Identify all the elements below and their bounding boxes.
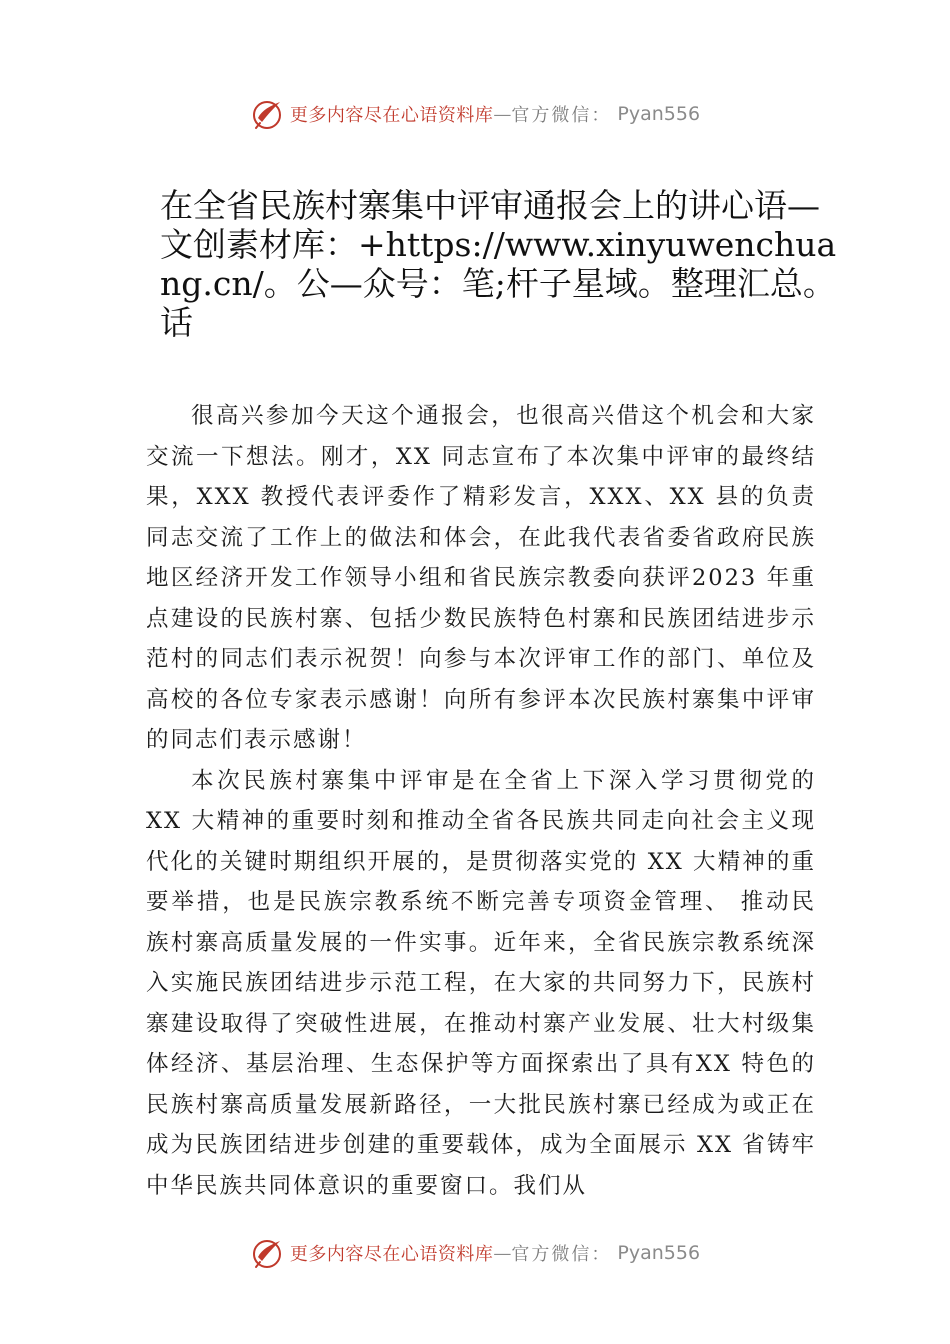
banner-dash: — [493, 1242, 512, 1264]
body-paragraph: 本次民族村寨集中评审是在全省上下深入学习贯彻党的 XX 大精神的重要时刻和推动全省各民族共同走向社会主义现代化的关键时期组织开展的，是贯彻落实党的 XX 大精神的重要举措，也是民族宗教系统不断完善专项资金管理、 推动民族村寨高质量发展的一件实事。近年来，全省民族宗教系统深入实施民族团结进步示范工程，在大家的共同努力下，民族村寨建设取得了突破性进展，在推动村寨产业发展、壮大村级集体经济、基层治理、生态保护等方面探索出了具有XX 特色的民族村寨高质量发展新路径，一大批民族村寨已经成为或正在成为民族团结进步创建的重要载体，成为全面展示 XX 省铸牢中华民族共同体意识的重要窗口。我们从 [146, 767, 816, 1199]
footer-banner [0, 1233, 950, 1273]
document-title: 在全省民族村寨集中评审通报会上的讲心语—文创素材库：+https://www.xinyuwenchuang.cn/。公—众号：笔;杆子星域。整理汇总。话 [160, 186, 837, 342]
banner-dash: — [493, 103, 512, 125]
banner-wechat-label: 官方微信： [511, 1244, 612, 1265]
header-banner [0, 94, 950, 134]
banner-wechat-label: 官方微信： [511, 105, 612, 126]
banner-main-text: 更多内容尽在心语资料库 [289, 1244, 494, 1265]
banner-wechat-id: Pyan556 [617, 103, 701, 125]
body-paragraph: 很高兴参加今天这个通报会，也很高兴借这个机会和大家交流一下想法。刚才，XX 同志宣布了本次集中评审的最终结果，XXX 教授代表评委作了精彩发言，XXX、XX 县的负责同志交流了工作上的做法和体会，在此我代表省委省政府民族地区经济开发工作领导小组和省民族宗教委向获评2023 年重点建设的民族村寨、包括少数民族特色村寨和民族团结进步示范村的同志们表示祝贺！向参与本次评审工作的部门、单位及高校的各位专家表示感谢！向所有参评本次民族村寨集中评审的同志们表示感谢！ [146, 403, 816, 753]
brush-logo-icon [250, 96, 286, 132]
brush-logo-icon [250, 1235, 286, 1271]
document-body [146, 396, 816, 1206]
banner-wechat-id: Pyan556 [617, 1242, 701, 1264]
banner-main-text: 更多内容尽在心语资料库 [289, 105, 494, 126]
